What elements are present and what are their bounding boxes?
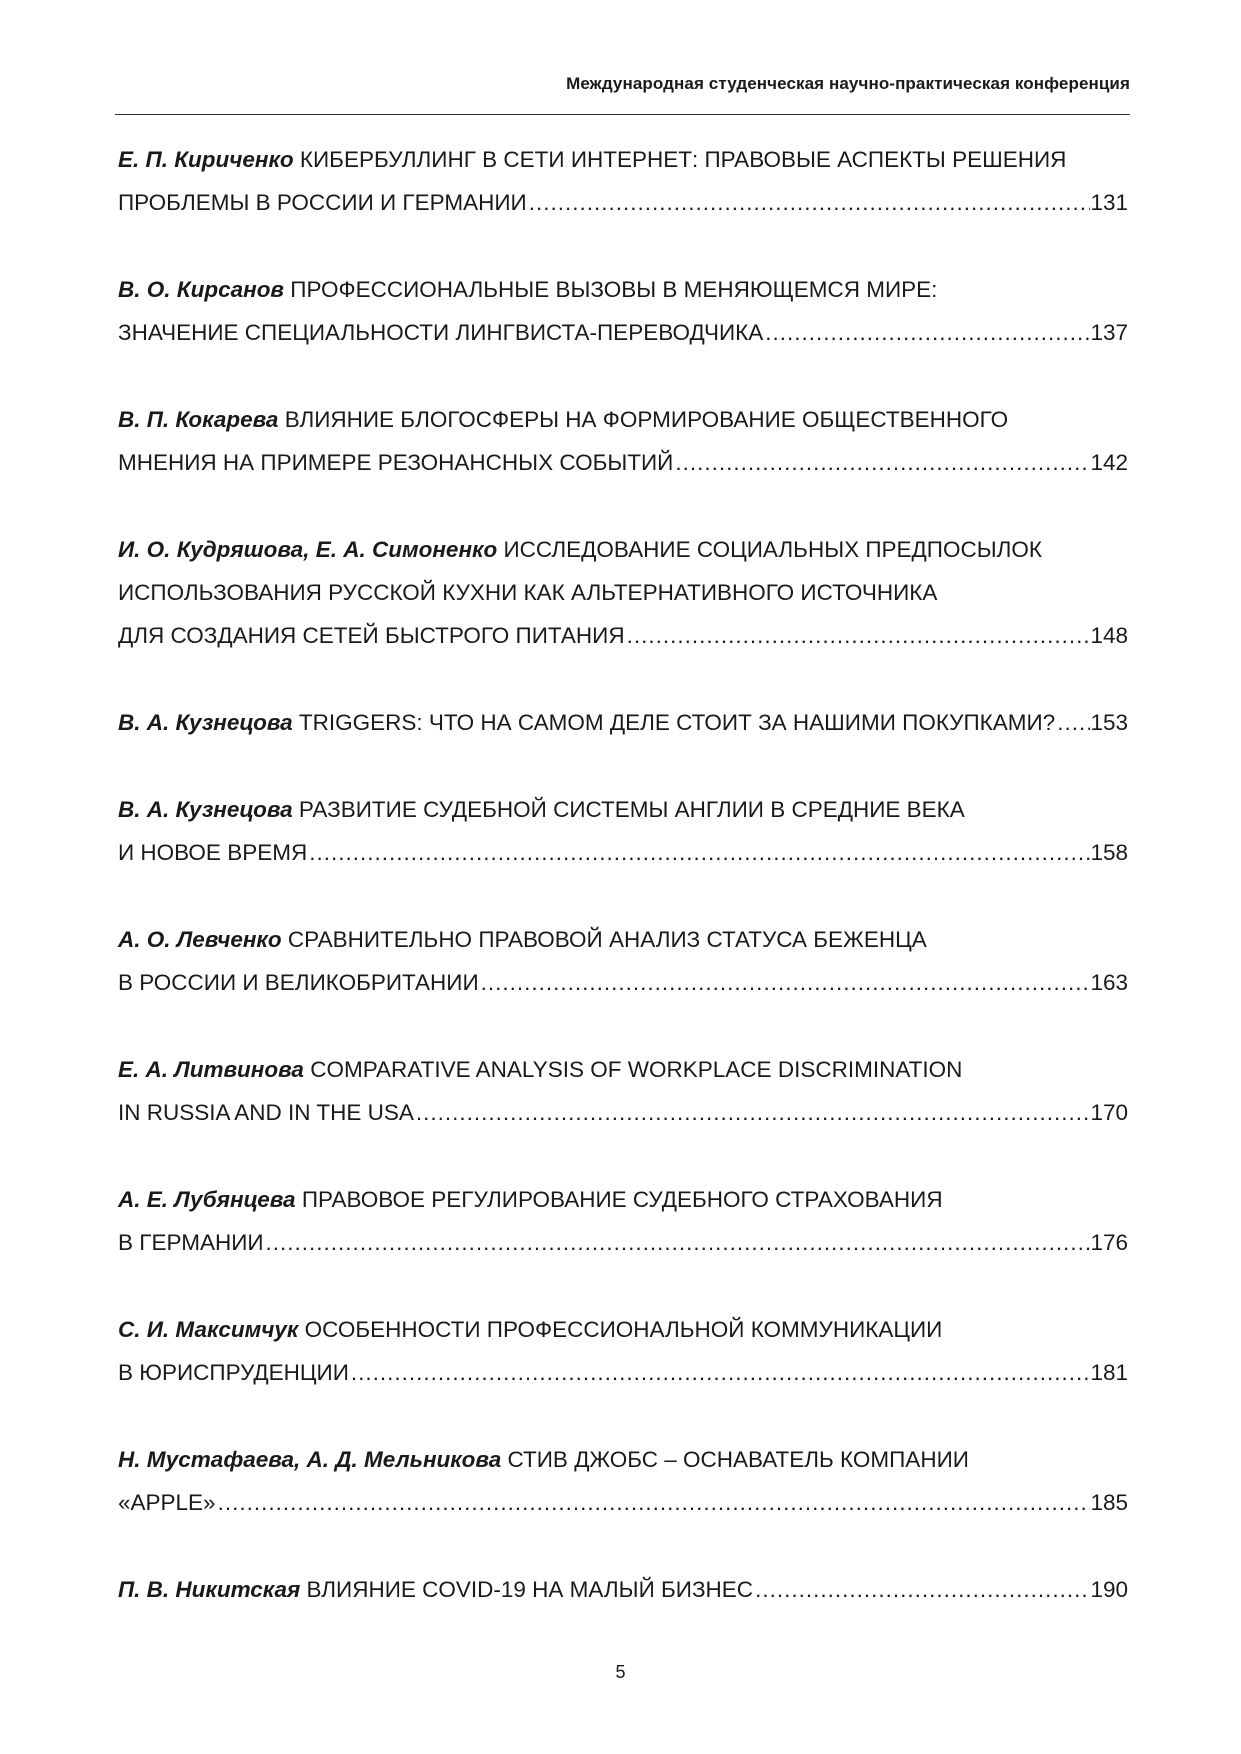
toc-entry-line [118,1308,1128,1351]
entry-title-line: КИБЕРБУЛЛИНГ В СЕТИ ИНТЕРНЕТ: ПРАВОВЫЕ АСПЕКТЫ РЕШЕНИЯ [299,147,1067,172]
dot-leader [416,1091,1091,1134]
dot-leader [351,1351,1091,1394]
entry-authors: В. П. Кокарева [118,407,279,432]
entry-page-number[interactable]: 153 [1090,710,1128,735]
toc-entry[interactable] [118,1178,1128,1264]
entry-title-line: ДЛЯ СОЗДАНИЯ СЕТЕЙ БЫСТРОГО ПИТАНИЯ [118,623,625,648]
toc-entry[interactable] [118,1568,1128,1611]
dot-leader [675,441,1090,484]
dot-leader [755,1568,1090,1611]
entry-page-number[interactable]: 142 [1090,450,1128,475]
entry-title-line: IN RUSSIA AND IN THE USA [118,1100,414,1125]
entry-title-line: ИСПОЛЬЗОВАНИЯ РУССКОЙ КУХНИ КАК АЛЬТЕРНАТИВНОГО ИСТОЧНИКА [118,580,938,605]
entry-page-number[interactable]: 163 [1090,970,1128,995]
toc-entry-line [118,961,1128,1004]
entry-authors: А. Е. Лубянцева [118,1187,296,1212]
toc-entry-line [118,528,1128,571]
entry-title-line: ИССЛЕДОВАНИЕ СОЦИАЛЬНЫХ ПРЕДПОСЫЛОК [503,537,1043,562]
toc-entry-line [118,1351,1128,1394]
entry-title-line: ВЛИЯНИЕ БЛОГОСФЕРЫ НА ФОРМИРОВАНИЕ ОБЩЕСТВЕННОГО [284,407,1009,432]
entry-authors: Е. А. Литвинова [118,1057,304,1082]
entry-authors: В. А. Кузнецова [118,797,293,822]
entry-title-line: COMPARATIVE ANALYSIS OF WORKPLACE DISCRIMINATION [310,1057,963,1082]
entry-authors: В. О. Кирсанов [118,277,285,302]
entry-title-line: ОСОБЕННОСТИ ПРОФЕССИОНАЛЬНОЙ КОММУНИКАЦИИ [304,1317,943,1342]
entry-title-line: В ЮРИСПРУДЕНЦИИ [118,1360,349,1385]
toc-entry-text [118,441,673,484]
entry-authors: В. А. Кузнецова [118,710,293,735]
entry-title-line: СРАВНИТЕЛЬНО ПРАВОВОЙ АНАЛИЗ СТАТУСА БЕЖЕНЦА [287,927,927,952]
entry-title-line: СТИВ ДЖОБС – ОСНАВАТЕЛЬ КОМПАНИИ [507,1447,969,1472]
toc-entry-text [118,1568,753,1611]
toc-entry-line [118,1568,1128,1611]
toc-entry-text [118,614,625,657]
toc-entry-text [118,961,479,1004]
entry-authors: С. И. Максимчук [118,1317,299,1342]
toc-entry-text [118,831,307,874]
toc-entry-line [118,268,1128,311]
dot-leader [218,1481,1091,1524]
entry-page-number[interactable]: 170 [1090,1100,1128,1125]
entry-title-line: РАЗВИТИЕ СУДЕБНОЙ СИСТЕМЫ АНГЛИИ В СРЕДНИЕ ВЕКА [298,797,965,822]
dot-leader [481,961,1091,1004]
running-header: Международная студенческая научно-практическая конференция [566,74,1130,93]
entry-title-line: В ГЕРМАНИИ [118,1230,264,1255]
dot-leader [309,831,1090,874]
toc-entry-text [118,1091,414,1134]
entry-page-number[interactable]: 158 [1090,840,1128,865]
toc-entry-line [118,918,1128,961]
toc-entry[interactable] [118,1438,1128,1524]
toc-entry-line [118,138,1128,181]
entry-page-number[interactable]: 148 [1090,623,1128,648]
toc-entry[interactable] [118,1048,1128,1134]
entry-title-line: «APPLE» [118,1490,216,1515]
dot-leader [627,614,1091,657]
entry-title-line: ПРОФЕССИОНАЛЬНЫЕ ВЫЗОВЫ В МЕНЯЮЩЕМСЯ МИРЕ: [290,277,938,302]
toc-entry-line [118,1091,1128,1134]
entry-title-line: ВЛИЯНИЕ COVID-19 НА МАЛЫЙ БИЗНЕС [306,1577,754,1602]
entry-title-line: ПРАВОВОЕ РЕГУЛИРОВАНИЕ СУДЕБНОГО СТРАХОВАНИЯ [301,1187,943,1212]
dot-leader [266,1221,1091,1264]
toc-entry-line [118,1178,1128,1221]
entry-title-line: ЗНАЧЕНИЕ СПЕЦИАЛЬНОСТИ ЛИНГВИСТА-ПЕРЕВОДЧИКА [118,320,764,345]
entry-authors: Н. Мустафаева, А. Д. Мельникова [118,1447,502,1472]
toc-entry-text [118,1481,216,1524]
dot-leader [1057,701,1090,744]
entry-page-number[interactable]: 176 [1090,1230,1128,1255]
entry-title-line: МНЕНИЯ НА ПРИМЕРЕ РЕЗОНАНСНЫХ СОБЫТИЙ [118,450,674,475]
toc-entry[interactable] [118,918,1128,1004]
dot-leader [765,311,1090,354]
toc-entry[interactable] [118,701,1128,744]
toc-entry-text [118,701,1055,744]
table-of-contents [118,138,1128,1655]
toc-entry-line [118,831,1128,874]
toc-entry[interactable] [118,1308,1128,1394]
toc-entry-line [118,441,1128,484]
toc-entry-line [118,571,1128,614]
toc-entry-line [118,311,1128,354]
entry-authors: Е. П. Кириченко [118,147,294,172]
toc-entry-text [118,1221,264,1264]
toc-entry-text [118,311,763,354]
entry-title-line: TRIGGERS: ЧТО НА САМОМ ДЕЛЕ СТОИТ ЗА НАШИМИ ПОКУПКАМИ? [298,710,1056,735]
entry-page-number[interactable]: 185 [1090,1490,1128,1515]
toc-entry[interactable] [118,268,1128,354]
toc-entry-text [118,1351,349,1394]
header-divider [115,114,1130,115]
toc-entry[interactable] [118,528,1128,657]
toc-entry-line [118,788,1128,831]
entry-title-line: В РОССИИ И ВЕЛИКОБРИТАНИИ [118,970,479,995]
entry-authors: П. В. Никитская [118,1577,301,1602]
entry-title-line: И НОВОЕ ВРЕМЯ [118,840,308,865]
entry-page-number[interactable]: 137 [1090,320,1128,345]
entry-authors: А. О. Левченко [118,927,282,952]
toc-entry[interactable] [118,398,1128,484]
toc-entry-line [118,1048,1128,1091]
toc-entry-line [118,701,1128,744]
toc-entry-line [118,614,1128,657]
toc-entry-text [118,181,527,224]
toc-entry-line [118,181,1128,224]
entry-page-number[interactable]: 190 [1090,1577,1128,1602]
toc-entry-line [118,1438,1128,1481]
dot-leader [529,181,1091,224]
entry-page-number[interactable]: 181 [1090,1360,1128,1385]
toc-entry-line [118,1481,1128,1524]
entry-title-line: ПРОБЛЕМЫ В РОССИИ И ГЕРМАНИИ [118,190,527,215]
toc-entry[interactable] [118,788,1128,874]
entry-page-number[interactable]: 131 [1090,190,1128,215]
toc-entry[interactable] [118,138,1128,224]
toc-entry-line [118,1221,1128,1264]
page-number: 5 [615,1662,626,1682]
toc-entry-line [118,398,1128,441]
entry-authors: И. О. Кудряшова, Е. А. Симоненко [118,537,498,562]
